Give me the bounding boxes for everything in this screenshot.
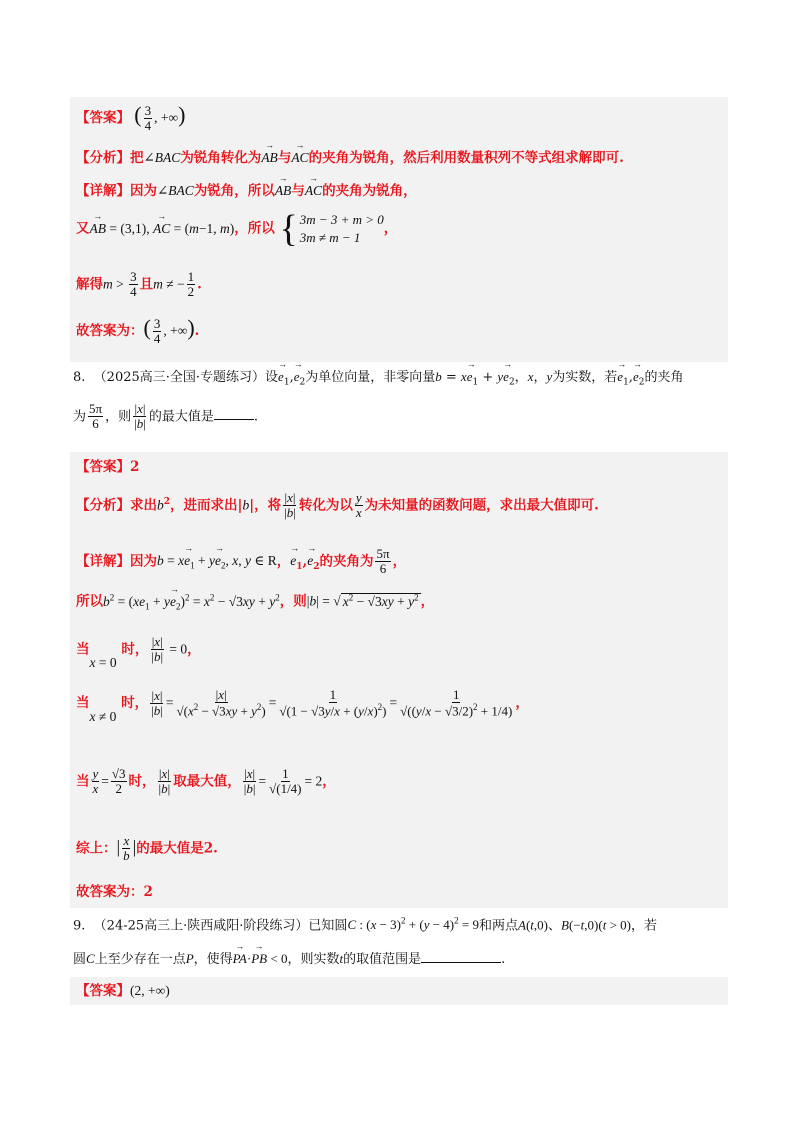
q8-answer-value: 2 — [130, 459, 140, 475]
q8-detail-line2: 所以$b^2 = (xe_1 + y\to e_2)^2 = x^2 - √3xy + y^2$，则|b| = √ $x^2 - √3xy + y^2$ ， — [76, 592, 434, 612]
q9-number: 9. — [73, 918, 86, 934]
prev-detail-line3: 解得m > $\frac{3}{4}$ 且m ≠ − $\frac{1}{2}$ . — [76, 269, 202, 300]
prev-answer-line: 【答案】 ( $\frac{3}{4}$ , +∞) — [76, 102, 186, 133]
q9-text-line-b: 圆C上至少存在一点P，使得→ PA·→ PB < 0，则实数t的取值范围是 . — [73, 950, 505, 968]
q8-number: 8. — [73, 370, 86, 385]
q8-detail-label: 【详解】 — [76, 553, 130, 570]
detail-prefix: 又 — [76, 220, 90, 237]
q8-answer-label: 【答案】 — [76, 459, 130, 475]
final-label: 故答案为： — [76, 323, 144, 339]
prev-final-line: 故答案为：( $\frac{3}{4}$ , +∞). — [76, 315, 200, 346]
system-row-2: 3m ≠ m − 1 — [299, 230, 361, 245]
q8-text-line-a: 8. （2025高三·全国·专题练习）设→ $e_1,\to e_2$为单位向量，非零向量$b = x\to e_1 + y\to e_2$，x，y为实数，若→ $e_1,\to e_2$的夹角 — [73, 369, 683, 388]
q8-text-line-b: 为 $\frac{5\pi}{6}$ ，则 $\frac{|x|}{|b|}$ 的最大值是 . — [73, 401, 258, 432]
analysis-label: 【分析】 — [76, 150, 130, 166]
q8-source: （2025高三·全国·专题练习） — [93, 370, 266, 385]
q8-summary-line: 综上：| $\frac{x}{b}$ |的最大值是2. — [76, 833, 218, 864]
answer-label: 【答案】 — [76, 110, 130, 126]
q8-detail-line1: 【详解】因为$b = x\to e_1 + y\to e_2$, x, y ∈ R，→ $e_1,\to e_2$的夹角为 $\frac{5\pi}{6}$ ， — [76, 547, 406, 577]
q9-answer-value: (2, +∞) — [130, 983, 170, 998]
detail-prefix-3: 解得 — [76, 276, 103, 293]
detail-mid: ，所以 — [234, 220, 275, 237]
prev-analysis-line: 【分析】把∠BAC为锐角转化为→ AB与→ AC的夹角为锐角，然后利用数量积列不等式组求解即可. — [76, 150, 624, 166]
q9-answer-label: 【答案】 — [76, 983, 130, 999]
q8-analysis-label: 【分析】 — [76, 497, 130, 514]
q8-final-label: 故答案为： — [76, 884, 144, 900]
q9-source: （24-25高三上·陕西咸阳·阶段练习） — [93, 918, 309, 934]
prev-detail-line1: 【详解】因为∠BAC为锐角，所以→ AB与→ AC的夹角为锐角， — [76, 183, 417, 199]
q8-detail-line4: 当x ≠ 0 时， $\frac{|x|}{|b|}$ = $\frac{|x|}{√(x^2 - √3xy + y^2)}$ = $\frac{1}{√(1 - √3y/x + (y/x)^2)}$ = $\frac{1}{√((y/x - √3/2)^2 + 1/4)}$ ， — [76, 687, 529, 724]
detail-label: 【详解】 — [76, 183, 130, 199]
system-row-1: 3m − 3 + m > 0 — [299, 212, 384, 228]
q8-final-value: 2 — [143, 884, 153, 900]
q9-text-line-a: 9. （24-25高三上·陕西咸阳·阶段练习）已知圆C : $(x - 3)^2 + (y - 4)^2 = 9$和两点A(t,0)、B(−t,0)(t > 0)，若 — [73, 916, 658, 934]
q8-answer-line — [76, 459, 139, 475]
prev-detail-line2: 又→ AB = (3,1), → AC = (m−1, m)，所以 { 3m − 3 + m > 0 3m ≠ m − 1 ， — [76, 210, 397, 248]
q8-detail-line3: 当x = 0 时， $\frac{|x|}{|b|}$ = 0， — [76, 634, 201, 671]
q8-final-line — [76, 884, 153, 900]
q8-detail-line5: 当 $\frac{y}{x}$ = $\frac{√3}{2}$ 时， $\frac{|x|}{|b|}$ 取最大值， $\frac{|x|}{|b|}$ = $\frac{1}{√(1/4)}$ = 2， — [76, 766, 336, 797]
q9-answer-line — [76, 983, 170, 999]
q8-analysis-line: 【分析】求出$b^2$，进而求出|b|，将 $\frac{|x|}{|b|}$ 转化为以 $\frac{y}{x}$ 为未知量的函数问题，求出最大值即可. — [76, 490, 599, 521]
inequality-system: { 3m − 3 + m > 0 3m ≠ m − 1 — [279, 208, 384, 250]
